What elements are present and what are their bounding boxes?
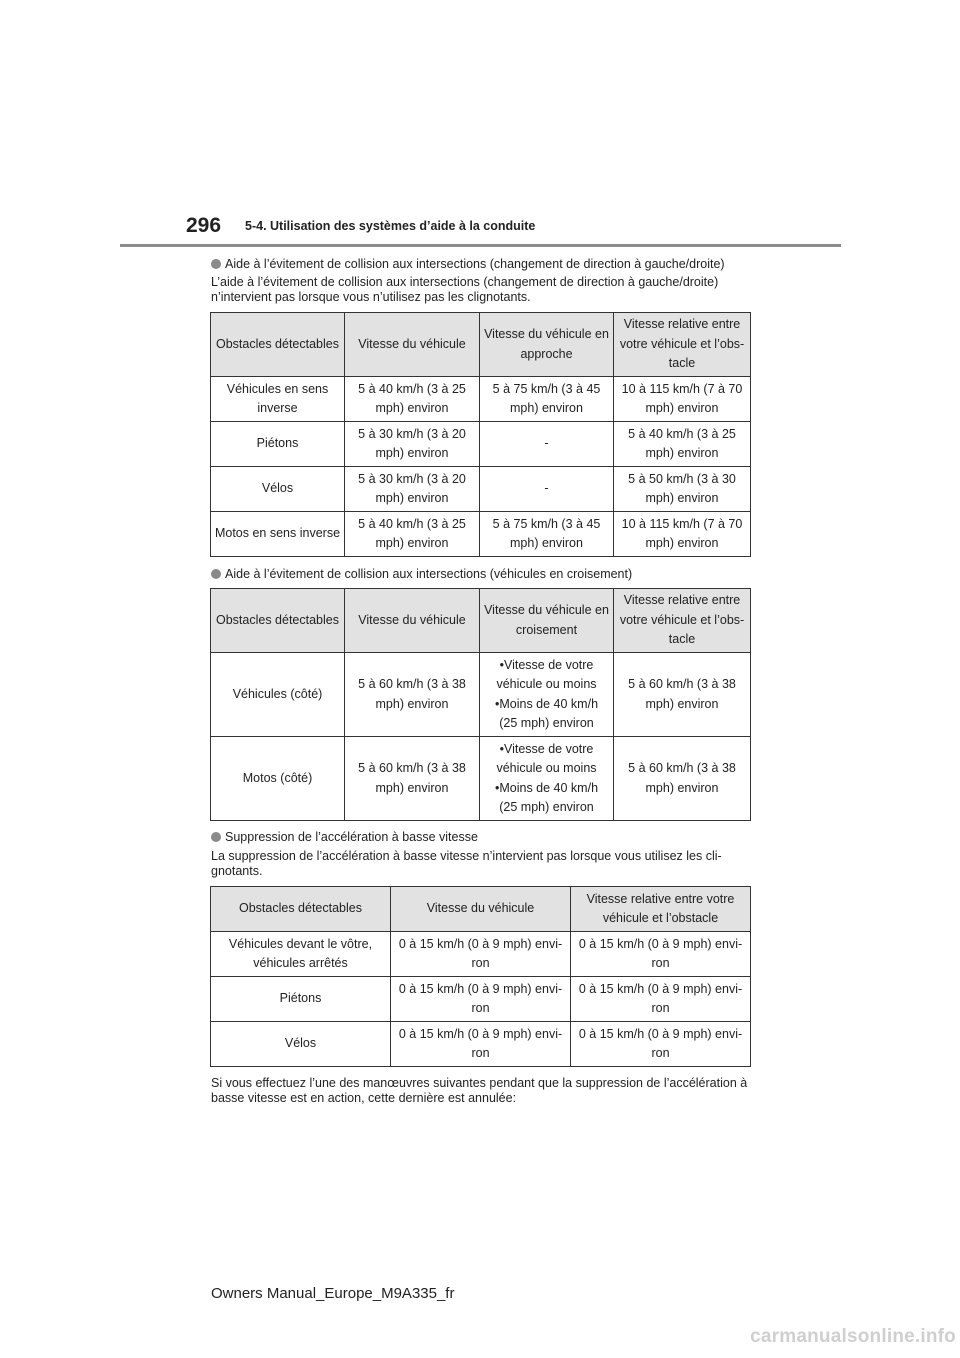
table-cell: 5 à 60 km/h (3 à 38 mph) environ xyxy=(614,737,751,821)
table-header: Obstacles détectables xyxy=(211,313,345,377)
table-cell: 5 à 50 km/h (3 à 30 mph) environ xyxy=(614,467,751,512)
list-item-continued: (25 mph) environ xyxy=(499,800,594,814)
table-cell: 5 à 60 km/h (3 à 38 mph) environ xyxy=(345,737,480,821)
table-header: Vitesse du véhicule xyxy=(345,589,480,653)
list-item: • Moins de 40 km/h xyxy=(495,779,598,799)
crossing-speed-list xyxy=(495,740,598,818)
table-cell: - xyxy=(480,422,614,467)
table-cell: 5 à 30 km/h (3 à 20 mph) environ xyxy=(345,467,480,512)
list-item: • Moins de 40 km/h xyxy=(495,695,598,715)
table-cell: 5 à 30 km/h (3 à 20 mph) environ xyxy=(345,422,480,467)
bullet-intersection-crossing xyxy=(211,566,632,582)
table-cell: 0 à 15 km/h (0 à 9 mph) envi-ron xyxy=(571,1022,751,1067)
table-cell: 10 à 115 km/h (7 à 70 mph) environ xyxy=(614,512,751,557)
table-cell: 5 à 60 km/h (3 à 38 mph) environ xyxy=(614,653,751,737)
bullet-dot-icon xyxy=(211,259,221,269)
table-header: Vitesse relative entre votre véhicule et l’obs-tacle xyxy=(614,589,751,653)
bullet-text: Suppression de l’accélération à basse vitesse xyxy=(225,830,478,844)
table-row xyxy=(211,932,751,977)
table-cell: Vélos xyxy=(211,467,345,512)
table-row xyxy=(211,422,751,467)
header-divider xyxy=(120,244,841,247)
table-cell: 5 à 75 km/h (3 à 45 mph) environ xyxy=(480,377,614,422)
list-item-continued: (25 mph) environ xyxy=(499,716,594,730)
table-cell: 5 à 40 km/h (3 à 25 mph) environ xyxy=(614,422,751,467)
table-cell: 5 à 75 km/h (3 à 45 mph) environ xyxy=(480,512,614,557)
table-cell: 0 à 15 km/h (0 à 9 mph) envi-ron xyxy=(391,1022,571,1067)
table-row xyxy=(211,467,751,512)
table-row xyxy=(211,653,751,737)
bullet-text: Aide à l’évitement de collision aux intersections (véhicules en croisement) xyxy=(225,567,633,581)
watermark: carmanualsonline.info xyxy=(750,1326,956,1347)
list-item-continued: véhicule ou moins xyxy=(496,677,597,691)
table-row xyxy=(211,737,751,821)
table-header: Vitesse relative entre votre véhicule et l’obstacle xyxy=(571,887,751,932)
table-header: Vitesse du véhicule en croisement xyxy=(480,589,614,653)
table-row xyxy=(211,512,751,557)
table-header: Vitesse du véhicule xyxy=(345,313,480,377)
bullet-intersection-turn xyxy=(211,256,725,272)
table-cell: Motos en sens inverse xyxy=(211,512,345,557)
table-header: Obstacles détectables xyxy=(211,887,391,932)
table-cell: - xyxy=(480,467,614,512)
table-cell xyxy=(480,737,614,821)
table-cell: Véhicules en sens inverse xyxy=(211,377,345,422)
bullet-text: Aide à l’évitement de collision aux intersections (changement de direction à gauche/droite) xyxy=(225,257,725,271)
closing-paragraph: Si vous effectuez l’une des manœuvres suivantes pendant que la suppression de l’accélération à basse vitesse est en action, cette dernière est annulée: xyxy=(211,1076,748,1105)
table-cell: 0 à 15 km/h (0 à 9 mph) envi-ron xyxy=(391,932,571,977)
table-row xyxy=(211,1022,751,1067)
page-number: 296 xyxy=(186,214,222,237)
intro-paragraph-turn: L’aide à l’évitement de collision aux intersections (changement de direction à gauche/droite) n’intervient pas lorsque vous n’utilisez pas les clignotants. xyxy=(211,275,719,304)
table-row xyxy=(211,977,751,1022)
table-intersection-crossing xyxy=(210,588,751,821)
table-cell: Vélos xyxy=(211,1022,391,1067)
bullet-low-speed-acceleration xyxy=(211,829,478,845)
table-cell: 10 à 115 km/h (7 à 70 mph) environ xyxy=(614,377,751,422)
section-title: 5-4. Utilisation des systèmes d’aide à la conduite xyxy=(245,219,536,233)
table-header: Vitesse relative entre votre véhicule et l’obs-tacle xyxy=(614,313,751,377)
footer-manual-id: Owners Manual_Europe_M9A335_fr xyxy=(211,1285,455,1302)
table-intersection-turn xyxy=(210,312,751,557)
table-header: Vitesse du véhicule en approche xyxy=(480,313,614,377)
crossing-speed-list xyxy=(495,656,598,734)
table-header: Vitesse du véhicule xyxy=(391,887,571,932)
table-cell: Piétons xyxy=(211,422,345,467)
table-cell: 5 à 40 km/h (3 à 25 mph) environ xyxy=(345,377,480,422)
table-cell xyxy=(480,653,614,737)
table-cell: 0 à 15 km/h (0 à 9 mph) envi-ron xyxy=(571,932,751,977)
table-cell: 0 à 15 km/h (0 à 9 mph) envi-ron xyxy=(391,977,571,1022)
table-cell: Piétons xyxy=(211,977,391,1022)
table-cell: 5 à 60 km/h (3 à 38 mph) environ xyxy=(345,653,480,737)
table-cell: 0 à 15 km/h (0 à 9 mph) envi-ron xyxy=(571,977,751,1022)
table-header: Obstacles détectables xyxy=(211,589,345,653)
list-item-continued: véhicule ou moins xyxy=(496,761,597,775)
table-cell: Véhicules (côté) xyxy=(211,653,345,737)
table-cell: Motos (côté) xyxy=(211,737,345,821)
bullet-dot-icon xyxy=(211,832,221,842)
table-cell: Véhicules devant le vôtre, véhicules arrêtés xyxy=(211,932,391,977)
table-cell: 5 à 40 km/h (3 à 25 mph) environ xyxy=(345,512,480,557)
bullet-dot-icon xyxy=(211,569,221,579)
list-item: • Vitesse de votre xyxy=(495,656,598,676)
intro-paragraph-acceleration: La suppression de l’accélération à basse vitesse n’intervient pas lorsque vous utilisez les cli-gnotants. xyxy=(211,849,722,878)
table-low-speed-acceleration xyxy=(210,886,751,1067)
list-item: • Vitesse de votre xyxy=(495,740,598,760)
table-row xyxy=(211,377,751,422)
